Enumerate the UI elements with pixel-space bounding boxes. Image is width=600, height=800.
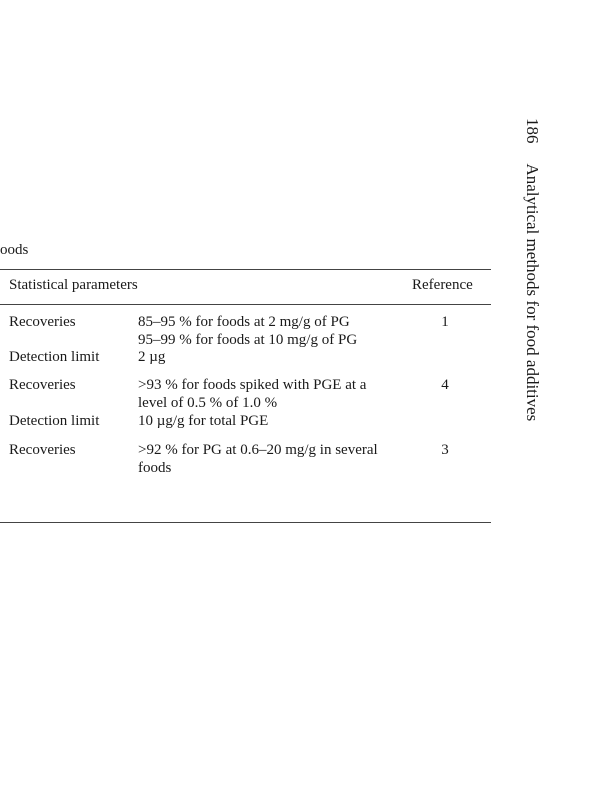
row-value-line: 85–95 % for foods at 2 mg/g of PG (138, 314, 350, 330)
page-number: 186 (523, 118, 542, 144)
row-value-line: >93 % for foods spiked with PGE at a (138, 377, 367, 393)
row-reference: 3 (441, 442, 449, 458)
header-statistical-parameters: Statistical parameters (9, 277, 138, 293)
row-label: Detection limit (9, 413, 100, 429)
row-reference: 4 (441, 377, 449, 393)
row-label: Recoveries (9, 314, 76, 330)
row-label: Recoveries (9, 442, 76, 458)
row-label: Recoveries (9, 377, 76, 393)
row-value-line: 2 µg (138, 349, 166, 365)
table-bottom-rule (0, 522, 491, 523)
row-value-line: level of 0.5 % of 1.0 % (138, 395, 278, 411)
running-head-title: Analytical methods for food additives (523, 163, 542, 422)
table-top-rule (0, 269, 491, 270)
running-head (517, 118, 547, 448)
table-caption-fragment: oods (0, 242, 29, 258)
row-value-line: foods (138, 460, 172, 476)
row-value-line: >92 % for PG at 0.6–20 mg/g in several (138, 442, 378, 458)
row-value-line: 10 µg/g for total PGE (138, 413, 269, 429)
row-label: Detection limit (9, 349, 100, 365)
header-reference: Reference (412, 277, 473, 293)
table-header-rule (0, 304, 491, 305)
row-value-line: 95–99 % for foods at 10 mg/g of PG (138, 332, 358, 348)
running-head-text (517, 118, 547, 421)
row-reference: 1 (441, 314, 449, 330)
